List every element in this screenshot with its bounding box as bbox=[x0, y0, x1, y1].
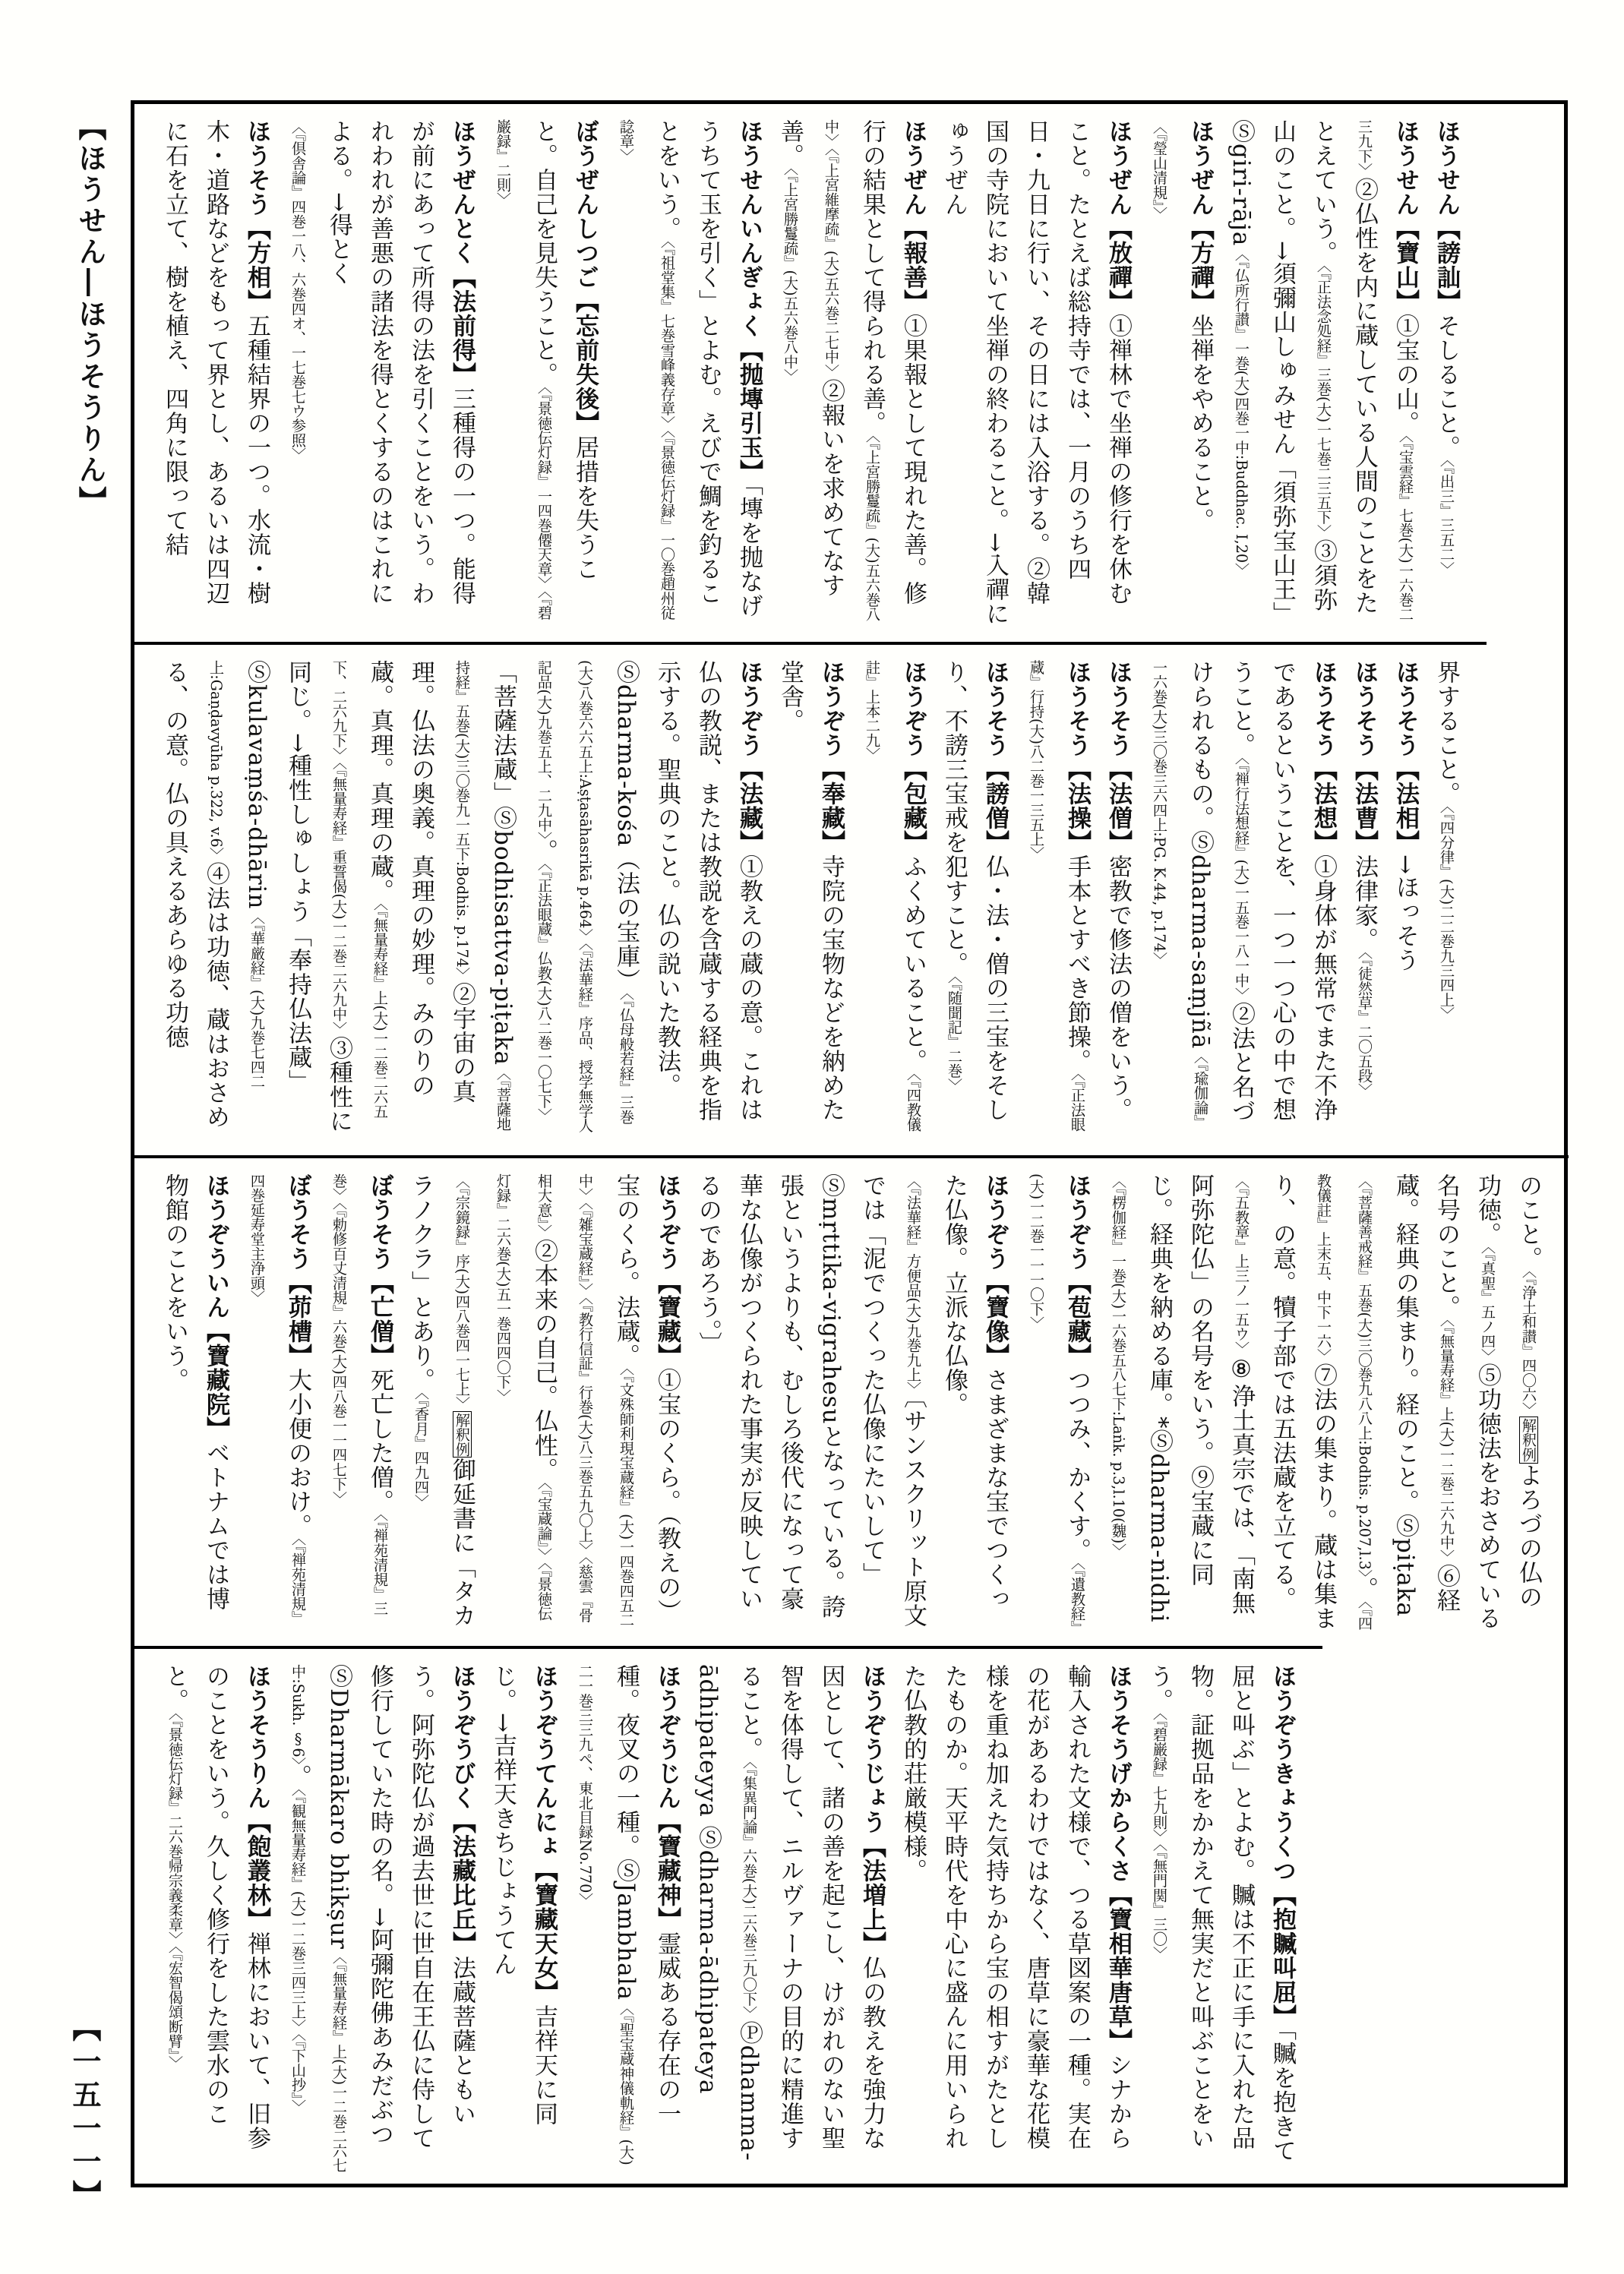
entry-headword: ほうぞうじん【寶藏神】 bbox=[653, 1664, 681, 1931]
entry-headword: ほうそう【法僧】 bbox=[1104, 660, 1132, 854]
dictionary-entry: ぼうぜんしつご【忘前失後】居措を失うこと。自己を見失うこと。〈『景徳伝灯録』一四巻僊天章〉〈『碧巌録』二則〉 bbox=[494, 119, 599, 621]
citation-ref: 〈『禅苑清規』四巻延寿堂主浄頭〉 bbox=[248, 1173, 307, 1626]
dictionary-entry: ほうぞう【苞藏】つつみ、かくす。〈『遺教経』(大)一二巻一一一〇下〉 bbox=[1028, 1173, 1091, 1628]
citation-ref: 〈『無量寿経』上(大)一二巻二六七中:Sukh. §6〉 bbox=[289, 1664, 348, 2173]
dictionary-entry: ほうそう【法僧】密教で修法の僧をいう。 bbox=[1104, 660, 1132, 1122]
entry-headword: ほうそう【法操】 bbox=[1063, 660, 1091, 854]
entry-headword: ほうそう【法曹】 bbox=[1351, 660, 1378, 854]
dictionary-entry: ほうせんいんぎょく【抛塼引玉】「塼を抛なげうちて玉を引く」とよむ。えびで鯛を釣ることをいう。〈『祖堂集』七巻雪峰義存章〉〈『景徳伝灯録』一〇巻趙州従諗章〉 bbox=[618, 119, 763, 621]
citation-ref: 〈『出三』三五二〉 bbox=[1438, 460, 1455, 576]
citation-ref: 〈『宗鏡録』序(大)四八巻四一七上〉 bbox=[453, 1173, 471, 1411]
citation-ref: 〈『四教儀註』上末五、中下一六〉 bbox=[1315, 1173, 1373, 1631]
dictionary-entry: ほうせん【謗訕】そしること。〈『出三』三五二〉 bbox=[1433, 119, 1460, 576]
entry-headword: ほうぞう【苞藏】 bbox=[1063, 1173, 1091, 1368]
citation-ref: 〈『仏母般若経』三巻(大)八巻六六五上:Aṣṭasāhasrikā p.464〉 bbox=[577, 660, 635, 1125]
entry-headword: ほうせん【謗訕】 bbox=[1433, 119, 1460, 314]
citation-ref: 〈『浄土和讃』四〇六〉 bbox=[1520, 1271, 1537, 1417]
citation-ref: 〈『随聞記』二巻〉 bbox=[946, 976, 963, 1093]
dictionary-entry: ほうぞうてんにょ【寶藏天女】吉祥天に同じ。→吉祥天きちじょうてん bbox=[489, 1664, 558, 2126]
citation-ref: 〈『景徳伝灯録』二六巻(大)五一巻四四〇下〉 bbox=[494, 1173, 553, 1621]
dictionary-entry: ほうぜんとく【法前得】三種得の一つ。能得が前にあって所得の法を引くことをいう。われわれが善悪の諸法を得とくするのはこれによる。→得とく〈『倶舎論』四巻一八、六巻四オ、一七巻七ウ参照〉 bbox=[289, 119, 476, 605]
dictionary-entry: ほうぞういん【寶藏院】ベトナムでは博物館のことをいう。 bbox=[161, 1173, 229, 1611]
dictionary-entry: ほうそうりん【飽叢林】禅林において、旧参のことをいう。久しく修行をした雲水のこと。〈『景徳伝灯録』二六巻帰宗義柔章〉〈『宏智偈頌断臂』〉 bbox=[161, 1664, 270, 2150]
citation-ref: 〈『無量寿経』上(大)一二巻二六九中〉 bbox=[1438, 1319, 1455, 1565]
citation-ref: 〈『景徳伝灯録』一四巻僊天章〉 bbox=[536, 387, 553, 591]
dictionary-entry: ほうぞう【包藏】ふくめていること。〈『四教儀註』上本二九〉 bbox=[864, 660, 927, 1132]
citation-ref: 〈『観無量寿経』(大)一二巻三四三上〉 bbox=[289, 1789, 307, 2034]
entry-headword: ほうぞうてんにょ【寶藏天女】 bbox=[530, 1664, 558, 2004]
citation-ref: 〈『無門関』三〇〉 bbox=[1151, 1843, 1168, 1961]
citation-ref: 〈『無量寿経』上(大)一二巻二六五下、二六九下〉 bbox=[330, 660, 389, 1119]
citation-ref: 〈『倶舎論』四巻一八、六巻四オ、一七巻七ウ参照〉 bbox=[289, 119, 307, 463]
citation-ref: 〈『上宮勝鬘疏』(大)五六巻八中〉 bbox=[782, 168, 799, 384]
citation-ref: 〈『華厳経』(大)九巻七四二上:Gaṇḍavyūha p.322, v.6〉 bbox=[207, 660, 266, 1089]
entry-headword: ほうぞう【包藏】 bbox=[899, 660, 927, 854]
dictionary-entry: ほうぞう【法藏】①教えの蔵の意。これは仏の教説、または教説を含蔵する経典を指示する。聖典のこと。仏の説いた教法。Ⓢdharma-kośa（法の宝庫）〈『仏母般若経』三巻(大)八巻六六五上:Aṣṭasāhasrikā p.464〉〈『法華経』序品、授学無学人記品(大)九巻五上、二九中〉。〈『正法眼蔵』仏教(大)八二巻一〇七下〉「菩薩法蔵」Ⓢbodhisattva-piṭaka〈『菩薩地持経』五巻(大)三〇巻九一五下:Bodhis. p.174〉②宇宙の真理。仏法の奥義。真理の妙理。みのりの蔵。真理。真理の蔵。〈『無量寿経』上(大)一二巻二六五下、二六九下〉〈『無量寿経』重誓偈(大)一二巻二六九中〉③種性に同じ。→種性しゅしょう「奉持仏法蔵」Ⓢkulavaṃśa-dhārin〈『華厳経』(大)九巻七四二上:Gaṇḍavyūha p.322, v.6〉④法は功徳、蔵はおさめる、の意。仏の具えるあらゆる功徳 bbox=[161, 660, 763, 1134]
dictionary-entry: ほうそう【謗僧】仏・法・僧の三宝をそしり、不謗三宝戒を犯すこと。〈『随聞記』二巻〉 bbox=[940, 660, 1009, 1122]
dictionary-entry: ほうそう【法相】→ほっそう bbox=[1392, 660, 1419, 972]
citation-ref: 〈『楞伽経』一巻(大)一六巻五八七下:Laṅk. p.3,l.10(魏)〉 bbox=[1110, 1173, 1127, 1559]
dictionary-entry: ほうそう【方相】五種結界の一つ。水流・樹木・道路などをもって界とし、あるいは四辺に石を立て、樹を植え、四角に限って結 bbox=[161, 119, 270, 605]
citation-ref: 〈『雑宝蔵経』〉 bbox=[577, 1202, 594, 1298]
dictionary-entry: ほうせん【寶山】①宝の山。〈『宝雲経』七巻(大)一六巻二三九下〉②仏性を内に蔵している人間のことをたとえていう。〈『正法念処経』三巻(大)一七巻二三五下〉③須弥山のこと。→須彌山しゅみせん「須弥宝山王」Ⓢgiri-rāja〈『仏所行讃』一巻(大)四巻一中:Buddhac. I,20〉 bbox=[1227, 119, 1419, 626]
citation-ref: 〈慈雲『骨相大意』〉 bbox=[536, 1173, 594, 1623]
citation-ref: 〈『四教儀註』上本二九〉 bbox=[864, 660, 922, 1132]
page-number: 【一五一一】 bbox=[68, 2013, 102, 2213]
entry-headword: ぼうそう【茆槽】 bbox=[284, 1173, 311, 1368]
dictionary-entry: ほうぜん【方禪】坐禅をやめること。〈『瑩山清規』〉 bbox=[1151, 119, 1214, 532]
running-header: 【ほうせん―ほうそうりん】 bbox=[74, 112, 107, 517]
dictionary-entry: ほうぞうじん【寶藏神】霊威ある存在の一種。夜叉の一種。ⓈJambhala〈『聖宝蔵神儀軌経』(大)二一巻三三九ペ、東北目録No.770〉 bbox=[577, 1664, 681, 2165]
citation-ref: 〈『碧巌録』二則〉 bbox=[494, 119, 553, 621]
entry-headword: ほうぞういん【寶藏院】 bbox=[202, 1173, 229, 1441]
dictionary-entry: ぼうそう【亡僧】死亡した僧。〈『禅苑清規』三巻〉〈『勅修百丈清規』六巻(大)四八巻一一四七下〉 bbox=[330, 1173, 393, 1616]
entry-headword: ほうそう【法想】 bbox=[1310, 660, 1337, 854]
entry-headword: ほうぜんとく【法前得】 bbox=[448, 119, 476, 387]
entry-headword: ほうぞうびく【法藏比丘】 bbox=[448, 1664, 476, 1956]
entry-headword: ぼうぜんしつご【忘前失後】 bbox=[571, 119, 599, 435]
citation-ref: 〈『遺教経』(大)一二巻一一一〇下〉 bbox=[1028, 1173, 1086, 1628]
kaishakurei-label: 解釈例 bbox=[1520, 1418, 1537, 1462]
citation-ref: 〈『上宮勝鬘疏』(大)五六巻八中〉 bbox=[823, 119, 881, 622]
citation-ref: 〈『集異門論』六巻(大)二六巻三九〇下〉 bbox=[741, 1761, 758, 2021]
entry-headword: ほうぞう【奉藏】 bbox=[817, 660, 845, 854]
citation-ref: 〈『真聖』五ノ四〉 bbox=[1479, 1246, 1496, 1363]
citation-ref: 〈『正法念処経』三巻(大)一七巻二三五下〉 bbox=[1315, 265, 1332, 539]
citation-ref: 〈『菩薩地持経』五巻(大)三〇巻九一五下:Bodhis. p.174〉 bbox=[453, 660, 512, 1132]
citation-ref: 〈『宏智偈頌断臂』〉 bbox=[166, 1946, 184, 2070]
citation-ref: 〈『景徳伝灯録』二六巻帰宗義柔章〉 bbox=[166, 1713, 184, 1947]
dictionary-entry: ほうぞう【奉藏】寺院の宝物などを納めた堂舎。 bbox=[776, 660, 845, 1122]
citation-ref: 〈『瑜伽論』一六巻(大)三〇巻三六四上:PG. K.44, p.174〉 bbox=[1151, 660, 1209, 1129]
entry-headword: ほうぜん【方禪】 bbox=[1186, 119, 1214, 314]
entry-headword: ほうせん【寶山】 bbox=[1392, 119, 1419, 314]
entry-headword: ほうせんいんぎょく【抛塼引玉】 bbox=[735, 119, 763, 484]
entry-headword: ほうぞう【法藏】 bbox=[735, 660, 763, 854]
band-3 bbox=[134, 1155, 1569, 1646]
citation-ref: 〈『正法眼蔵』行持(大)八二巻一三五上〉 bbox=[1028, 660, 1086, 1132]
entry-headword: ほうそうりん【飽叢林】 bbox=[243, 1664, 270, 1931]
dictionary-entry: ほうそうげからくさ【寶相華唐草】シナから輸入された文様で、つる草図案の一種。実在の花があるわけではなく、唐草に豪華な花模様を重ね加えた気持ちから宝の相すがたとしたものか。天平時代を中心に盛んに用いられた仏教的荘厳模様。 bbox=[899, 1664, 1132, 2150]
citation-ref: 〈『四分律』(大)二二巻九三四上〉 bbox=[1438, 806, 1455, 1022]
dictionary-entry: ほうぞう【寶像】さまざまな宝でつくった仏像。立派な仏像。〈『法華経』方便品(大)九巻九上〉〔サンスクリット原文では「泥でつくった仏像にたいして」Ⓢmṛttika-vigrahesuとなっている。誇張というよりも、むしろ後代になって豪華な仏像がつくられた事実が反映しているのであろう。〕 bbox=[694, 1173, 1009, 1628]
dictionary-entry: ほうぞうびく【法藏比丘】法蔵菩薩ともいう。阿弥陀仏が過去世に世自在王仏に侍して修行していた時の名。→阿彌陀佛あみだぶつ ⓈDharmākaro bhikṣur〈『無量寿経』上(大)一二巻二六七中:Sukh. §6〉。〈『観無量寿経』(大)一二巻三四三上〉〈『下山抄』〉 bbox=[284, 1664, 476, 2173]
dictionary-entry: ほうぞうきょうくつ【抱贓叫屈】「贓を抱きて屈と叫ぶ」とよむ。贓は不正に手に入れた品物。証拠品をかかえて無実だと叫ぶことをいう。〈『碧巌録』七九則〉〈『無門関』三〇〉 bbox=[1145, 1664, 1296, 2163]
entry-headword: ほうぞうじょう【法増上】 bbox=[858, 1664, 886, 1956]
citation-ref: 〈『禅苑清規』三巻〉 bbox=[330, 1173, 389, 1616]
entry-headword: ほうそう【方相】 bbox=[243, 119, 270, 314]
entry-headword: ほうぞう【寶像】 bbox=[981, 1173, 1009, 1368]
content-frame bbox=[131, 100, 1568, 2187]
citation-ref: 〈『禅行法想経』(大)一五巻一八一中〉 bbox=[1233, 757, 1250, 1003]
dictionary-entry: ほうぜん【報善】①果報として現れた善。修行の結果として得られる善。〈『上宮勝鬘疏』(大)五六巻八中〉〈『上宮維摩疏』(大)五六巻二七中〉②報いを求めてなす善。〈『上宮勝鬘疏』(大)五六巻八中〉 bbox=[776, 119, 927, 622]
citation-ref: 〈『碧巌録』七九則〉 bbox=[1151, 1713, 1168, 1844]
entry-headword: ほうそう【法相】 bbox=[1392, 660, 1419, 854]
entry-continuation: 界すること。〈『四分律』(大)二二巻九三四上〉 bbox=[1433, 660, 1460, 1022]
citation-ref: 〈『菩薩善戒経』五巻(大)三〇巻九八八上:Bodhis. p.207,l.3〉 bbox=[1356, 1173, 1373, 1578]
dictionary-entry: ほうそう【法曹】法律家。〈『徒然草』二〇五段〉 bbox=[1351, 660, 1378, 1098]
dictionary-entry: ほうぞう【寶藏】①宝のくら。（教えの）宝のくら。法蔵。〈『文殊師利現宝蔵経』(大)一四巻四五二中〉〈『雑宝蔵経』〉〈『教行信証』行巻(大)八三巻五九〇上〉〈慈雲『骨相大意』〉②本来の自己。仏性。〈『宝蔵論』〉〈『景徳伝灯録』二六巻(大)五一巻四四〇下〉〈『宗鏡録』序(大)四八巻四一七上〉解釈例御延書に「タカラノクラ」とあり。〈『香月』四九四〉 bbox=[407, 1173, 681, 1628]
citation-ref: 〈『上宮維摩疏』(大)五六巻二七中〉 bbox=[823, 148, 840, 379]
entry-headword: ぼうそう【亡僧】 bbox=[366, 1173, 393, 1368]
citation-ref: 〈『宝蔵論』〉 bbox=[536, 1482, 553, 1563]
citation-ref: 〈『祖堂集』七巻雪峰義存章〉 bbox=[659, 241, 676, 431]
kaishakurei-label: 解釈例 bbox=[453, 1412, 471, 1457]
citation-ref: 〈『徒然草』二〇五段〉 bbox=[1356, 952, 1373, 1098]
band-4 bbox=[134, 1646, 1322, 2188]
entry-headword: ほうぜん【放禪】 bbox=[1104, 119, 1132, 314]
entry-headword: ほうそうげからくさ【寶相華唐草】 bbox=[1104, 1664, 1132, 2053]
dictionary-entry: ほうそう【法想】①身体が無常でまた不浄であるということを、一つ一つ心の中で想うこと。〈『禅行法想経』(大)一五巻一八一中〉②法と名づけられるもの。Ⓢdharma-saṃjñā〈『瑜伽論』一六巻(大)三〇巻三六四上:PG. K.44, p.174〉 bbox=[1151, 660, 1337, 1129]
citation-ref: 〈『仏所行讃』一巻(大)四巻一中:Buddhac. I,20〉 bbox=[1233, 246, 1250, 578]
citation-ref: 〈『景徳伝灯録』一〇巻趙州従諗章〉 bbox=[618, 119, 676, 621]
dictionary-entry: ぼうそう【茆槽】大小便のおけ。〈『禅苑清規』四巻延寿堂主浄頭〉 bbox=[248, 1173, 311, 1626]
band-2 bbox=[134, 642, 1487, 1155]
entry-headword: ほうぜん【報善】 bbox=[899, 119, 927, 314]
citation-ref: 〈『下山抄』〉 bbox=[289, 2033, 307, 2115]
citation-ref: 〈『法華経』方便品(大)九巻九上〉 bbox=[905, 1173, 922, 1397]
citation-ref: 〈『聖宝蔵神儀軌経』(大)二一巻三三九ペ、東北目録No.770〉 bbox=[577, 1664, 635, 2165]
citation-ref: 〈『法華経』序品、授学無学人記品(大)九巻五上、二九中〉 bbox=[536, 660, 594, 1133]
citation-ref: 〈『五教章』上三ノ一五ウ〉 bbox=[1233, 1173, 1250, 1357]
citation-ref: 〈『勅修百丈清規』六巻(大)四八巻一一四七下〉 bbox=[330, 1202, 348, 1506]
citation-ref: 〈『香月』四九四〉 bbox=[412, 1392, 430, 1509]
entry-headword: ほうそう【謗僧】 bbox=[981, 660, 1009, 854]
citation-ref: 〈『正法眼蔵』仏教(大)八二巻一〇七下〉 bbox=[536, 863, 553, 1123]
entry-continuation: のこと。〈『浄土和讃』四〇六〉解釈例よろづの仏の功徳。〈『真聖』五ノ四〉⑤功徳法をおさめている名号のこと。〈『無量寿経』上(大)一二巻二六九中〉⑥経蔵。経典の集まり。経のこと。Ⓢpiṭaka〈『菩薩善戒経』五巻(大)三〇巻九八八上:Bodhis. p.207,l.3〉。〈『四教儀註』上末五、中下一六〉⑦法の集まり。蔵は集まり、の意。犢子部では五法蔵を立てる。〈『五教章』上三ノ一五ウ〉⑧浄土真宗では、「南無阿弥陀仏」の名号をいう。⑨宝蔵に同じ。経典を納める庫。*Ⓢdharma-nidhi〈『楞伽経』一巻(大)一六巻五八七下:Laṅk. p.3,l.10(魏)〉 bbox=[1110, 1173, 1542, 1631]
dictionary-entry: ほうぜん【放禪】①禅林で坐禅の修行を休むこと。たとえば総持寺では、一月のうち四日・九日に行い、その日には入浴する。②韓国の寺院において坐禅の終わること。→入禪にゅうぜん bbox=[940, 119, 1132, 626]
citation-ref: 〈『文殊師利現宝蔵経』(大)一四巻四五二中〉 bbox=[577, 1173, 635, 1628]
entry-headword: ほうぞうきょうくつ【抱贓叫屈】 bbox=[1269, 1664, 1296, 2029]
dictionary-entry: ほうぞうじょう【法増上】仏の教えを強力な因として、諸の善を起こし、けがれのない聖智を体得して、ニルヴァーナの目的に精進すること。〈『集異門論』六巻(大)二六巻三九〇下〉Ⓟdhamma-ādhipateyya Ⓢdharma-ādhipateya bbox=[694, 1664, 886, 2162]
citation-ref: 〈『瑩山清規』〉 bbox=[1151, 119, 1168, 222]
citation-ref: 〈『無量寿経』重誓偈(大)一二巻二六九中〉 bbox=[330, 762, 348, 1037]
entry-headword: ほうぞう【寶藏】 bbox=[653, 1173, 681, 1368]
citation-ref: 〈『教行信証』行巻(大)八三巻五九〇上〉 bbox=[577, 1297, 594, 1557]
band-1 bbox=[134, 104, 1487, 642]
citation-ref: 〈『宝雲経』七巻(大)一六巻二三九下〉 bbox=[1356, 119, 1414, 622]
dictionary-entry: ほうそう【法操】手本とすべき節操。〈『正法眼蔵』行持(大)八二巻一三五上〉 bbox=[1028, 660, 1091, 1132]
